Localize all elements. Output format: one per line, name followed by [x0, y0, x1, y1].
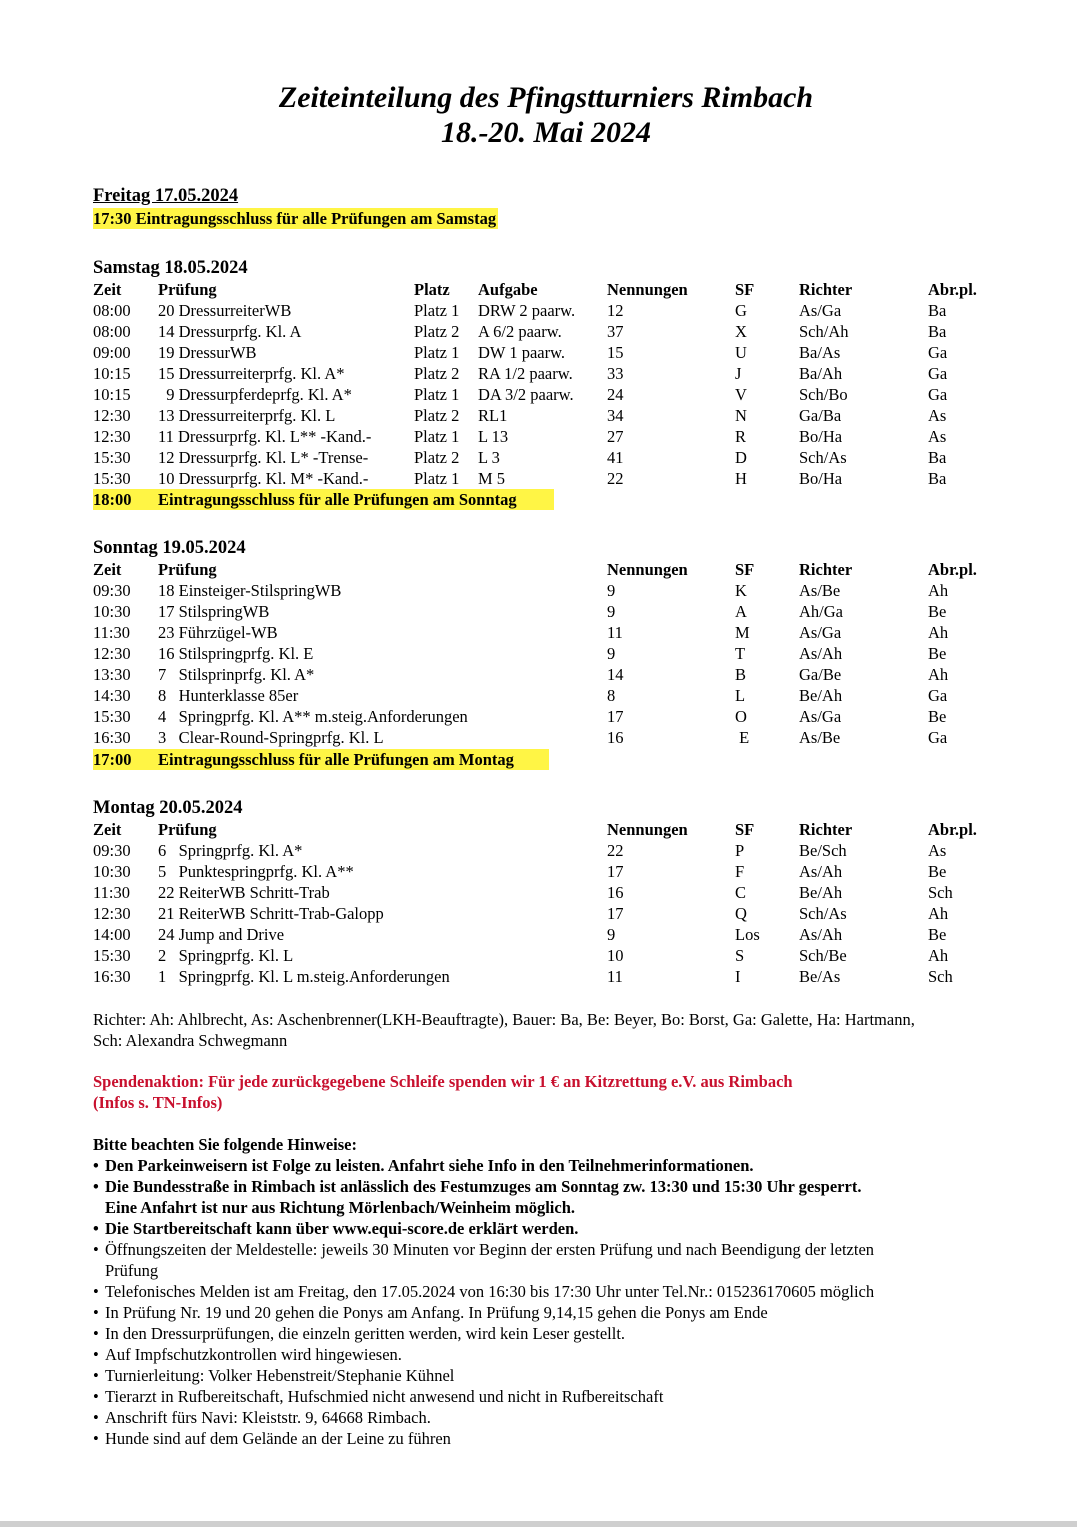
- cell-richter: Ba/As: [799, 343, 841, 362]
- cell-richter: Bo/Ha: [799, 469, 843, 488]
- table-row: [93, 426, 947, 447]
- cell-abrpl: Be: [928, 925, 947, 944]
- saturday-section: [93, 257, 977, 489]
- cell-richter: Sch/Bo: [799, 385, 848, 404]
- list-item: • Die Startbereitschaft kann über www.equi-score.de erklärt werden.: [93, 1218, 1023, 1239]
- cell-nennungen: 11: [607, 967, 623, 986]
- cell-nennungen: 27: [607, 427, 624, 446]
- cell-richter: Ga/Ba: [799, 406, 842, 425]
- cell-sf: V: [735, 385, 747, 404]
- cell-zeit: 12:30: [93, 644, 131, 663]
- table-row: [93, 727, 948, 748]
- table-row: [93, 384, 948, 405]
- cell-nennungen: 17: [607, 862, 624, 881]
- cell-abrpl: Be: [928, 707, 947, 726]
- cell-aufgabe: DRW 2 paarw.: [478, 301, 576, 320]
- cell-sf: P: [735, 841, 745, 860]
- cell-richter: As/Ah: [799, 644, 843, 663]
- cell-pruefung: 19 DressurWB: [158, 343, 257, 362]
- cell-abrpl: Ah: [928, 581, 949, 600]
- table-row: [93, 468, 947, 489]
- cell-zeit: 10:30: [93, 862, 131, 881]
- cell-abrpl: As: [928, 427, 947, 446]
- cell-abrpl: Ah: [928, 946, 949, 965]
- cell-richter: As/Be: [799, 581, 841, 600]
- cell-zeit: 14:30: [93, 686, 131, 705]
- cell-abrpl: Ba: [928, 301, 947, 320]
- document-title: [0, 80, 1077, 150]
- cell-zeit: 09:00: [93, 343, 131, 362]
- cell-richter: As/Ah: [799, 925, 843, 944]
- cell-pruefung: 10 Dressurprfg. Kl. M* -Kand.-: [158, 469, 369, 488]
- cell-abrpl: Sch: [928, 967, 953, 986]
- saturday-deadline-notice: [93, 489, 554, 510]
- cell-sf: S: [735, 946, 745, 965]
- cell-abrpl: Ba: [928, 469, 947, 488]
- notes-section: [93, 1134, 1023, 1449]
- cell-aufgabe: RL1: [478, 406, 508, 425]
- table-row: [93, 882, 953, 903]
- cell-abrpl: Ah: [928, 665, 949, 684]
- list-item: • Den Parkeinweisern ist Folge zu leisten. Anfahrt siehe Info in den Teilnehmerinformationen.: [93, 1155, 1023, 1176]
- cell-sf: U: [735, 343, 747, 362]
- cell-richter: As/Ah: [799, 862, 843, 881]
- cell-richter: Sch/Ah: [799, 322, 849, 341]
- cell-zeit: 10:15: [93, 364, 131, 383]
- cell-sf: I: [735, 967, 741, 986]
- table-row: [93, 903, 949, 924]
- cell-aufgabe: RA 1/2 paarw.: [478, 364, 573, 383]
- cell-sf: C: [735, 883, 747, 902]
- cell-aufgabe: DA 3/2 paarw.: [478, 385, 574, 404]
- cell-richter: As/Ga: [799, 301, 842, 320]
- cell-sf: Los: [735, 925, 760, 944]
- donation-line-2: (Infos s. TN-Infos): [93, 1093, 223, 1112]
- cell-richter: Sch/As: [799, 448, 847, 467]
- cell-zeit: 12:30: [93, 427, 131, 446]
- cell-zeit: 14:00: [93, 925, 131, 944]
- list-item: • In den Dressurprüfungen, die einzeln geritten werden, wird kein Leser gestellt.: [93, 1323, 1023, 1344]
- cell-pruefung: 2 Springprfg. Kl. L: [158, 946, 294, 965]
- cell-pruefung: 7 Stilsprinprfg. Kl. A*: [158, 665, 315, 684]
- table-row: [93, 580, 949, 601]
- cell-pruefung: 16 Stilspringprfg. Kl. E: [158, 644, 314, 663]
- monday-heading: Montag 20.05.2024: [93, 798, 243, 818]
- cell-sf: K: [735, 581, 747, 600]
- header-zeit: Zeit: [93, 280, 122, 299]
- cell-pruefung: 18 Einsteiger-StilspringWB: [158, 581, 342, 600]
- cell-zeit: 09:30: [93, 841, 131, 860]
- monday-section: [93, 797, 977, 987]
- saturday-table-header: [93, 279, 977, 300]
- header-abrpl: Abr.pl.: [928, 280, 977, 299]
- table-row: [93, 861, 947, 882]
- cell-platz: Platz 1: [414, 343, 460, 362]
- saturday-heading: Samstag 18.05.2024: [93, 258, 248, 278]
- cell-sf: J: [735, 364, 742, 383]
- cell-sf: X: [735, 322, 747, 341]
- cell-nennungen: 8: [607, 686, 616, 705]
- header-pruefung: Prüfung: [158, 560, 217, 579]
- cell-sf: D: [735, 448, 747, 467]
- cell-aufgabe: L 3: [478, 448, 500, 467]
- table-row: [93, 840, 947, 861]
- cell-nennungen: 17: [607, 904, 624, 923]
- donation-line-1: Spendenaktion: Für jede zurückgegebene Schleife spenden wir 1 € an Kitzrettung e.V. aus Rimbach: [93, 1072, 793, 1091]
- cell-abrpl: Be: [928, 644, 947, 663]
- friday-deadline-notice: 17:30 Eintragungsschluss für alle Prüfungen am Samstag: [93, 209, 497, 228]
- cell-pruefung: 3 Clear-Round-Springprfg. Kl. L: [158, 728, 384, 747]
- cell-sf: L: [735, 686, 746, 705]
- cell-pruefung: 5 Punktespringprfg. Kl. A**: [158, 862, 354, 881]
- header-richter: Richter: [799, 280, 853, 299]
- cell-richter: Be/Ah: [799, 686, 843, 705]
- cell-pruefung: 1 Springprfg. Kl. L m.steig.Anforderungen: [158, 967, 450, 986]
- cell-sf: G: [735, 301, 747, 320]
- sunday-table-header: [93, 559, 977, 580]
- cell-pruefung: 23 Führzügel-WB: [158, 623, 278, 642]
- cell-nennungen: 33: [607, 364, 624, 383]
- list-item: • In Prüfung Nr. 19 und 20 gehen die Ponys am Anfang. In Prüfung 9,14,15 gehen die Ponys am Ende: [93, 1302, 1023, 1323]
- table-row: [93, 924, 947, 945]
- table-row: [93, 622, 949, 643]
- cell-pruefung: 6 Springprfg. Kl. A*: [158, 841, 303, 860]
- cell-zeit: 15:30: [93, 448, 131, 467]
- monday-table-header: [93, 819, 977, 840]
- cell-nennungen: 16: [607, 883, 624, 902]
- cell-richter: Sch/Be: [799, 946, 847, 965]
- cell-abrpl: As: [928, 841, 947, 860]
- cell-abrpl: Ah: [928, 904, 949, 923]
- header-nennungen: Nennungen: [607, 280, 688, 299]
- cell-nennungen: 10: [607, 946, 624, 965]
- cell-abrpl: Be: [928, 862, 947, 881]
- header-nennungen: Nennungen: [607, 560, 688, 579]
- cell-pruefung: 8 Hunterklasse 85er: [158, 686, 299, 705]
- header-zeit: Zeit: [93, 820, 122, 839]
- cell-nennungen: 16: [607, 728, 624, 747]
- table-row: [93, 601, 947, 622]
- cell-abrpl: Ba: [928, 448, 947, 467]
- cell-nennungen: 14: [607, 665, 624, 684]
- cell-nennungen: 9: [607, 581, 616, 600]
- cell-zeit: 10:15: [93, 385, 131, 404]
- cell-abrpl: Ga: [928, 385, 948, 404]
- cell-platz: Platz 2: [414, 448, 460, 467]
- cell-zeit: 12:30: [93, 904, 131, 923]
- cell-platz: Platz 1: [414, 301, 460, 320]
- cell-nennungen: 9: [607, 925, 616, 944]
- cell-nennungen: 37: [607, 322, 624, 341]
- header-aufgabe: Aufgabe: [478, 280, 538, 299]
- cell-platz: Platz 2: [414, 364, 460, 383]
- friday-heading: Freitag 17.05.2024: [93, 186, 239, 206]
- sunday-deadline-notice: [93, 749, 549, 770]
- sunday-heading: Sonntag 19.05.2024: [93, 538, 246, 558]
- cell-richter: As/Ga: [799, 707, 842, 726]
- table-row: [93, 300, 947, 321]
- cell-nennungen: 17: [607, 707, 624, 726]
- cell-richter: As/Be: [799, 728, 841, 747]
- cell-zeit: 12:30: [93, 406, 131, 425]
- cell-nennungen: 22: [607, 469, 624, 488]
- cell-platz: Platz 2: [414, 322, 460, 341]
- cell-sf: R: [735, 427, 747, 446]
- cell-platz: Platz 2: [414, 406, 460, 425]
- cell-richter: Ga/Be: [799, 665, 842, 684]
- judges-line-2: Sch: Alexandra Schwegmann: [93, 1031, 288, 1050]
- cell-pruefung: 24 Jump and Drive: [158, 925, 285, 944]
- header-pruefung: Prüfung: [158, 280, 217, 299]
- table-row: [93, 685, 948, 706]
- list-item: • Turnierleitung: Volker Hebenstreit/Stephanie Kühnel: [93, 1365, 1023, 1386]
- deadline-text: Eintragungsschluss für alle Prüfungen am Montag: [158, 750, 514, 769]
- header-sf: SF: [735, 820, 755, 839]
- cell-nennungen: 9: [607, 644, 616, 663]
- deadline-time: 17:00: [93, 750, 132, 769]
- table-row: [93, 405, 947, 426]
- table-row: [93, 342, 948, 363]
- header-sf: SF: [735, 560, 755, 579]
- cell-zeit: 16:30: [93, 728, 131, 747]
- cell-platz: Platz 1: [414, 427, 460, 446]
- cell-abrpl: Ga: [928, 364, 948, 383]
- cell-zeit: 11:30: [93, 623, 130, 642]
- header-pruefung: Prüfung: [158, 820, 217, 839]
- page-bottom-edge: [0, 1521, 1077, 1527]
- cell-pruefung: 13 Dressurreiterprfg. Kl. L: [158, 406, 336, 425]
- cell-abrpl: Ah: [928, 623, 949, 642]
- cell-pruefung: 9 Dressurpferdeprfg. Kl. A*: [158, 385, 352, 404]
- cell-abrpl: Ga: [928, 343, 948, 362]
- header-richter: Richter: [799, 560, 853, 579]
- cell-richter: Ba/Ah: [799, 364, 843, 383]
- deadline-text: Eintragungsschluss für alle Prüfungen am Sonntag: [158, 490, 517, 509]
- cell-sf: F: [735, 862, 745, 881]
- table-row: [93, 664, 949, 685]
- cell-abrpl: Ga: [928, 728, 948, 747]
- cell-nennungen: 11: [607, 623, 623, 642]
- cell-nennungen: 15: [607, 343, 624, 362]
- cell-nennungen: 24: [607, 385, 624, 404]
- cell-nennungen: 12: [607, 301, 624, 320]
- header-zeit: Zeit: [93, 560, 122, 579]
- cell-nennungen: 34: [607, 406, 624, 425]
- cell-pruefung: 15 Dressurreiterprfg. Kl. A*: [158, 364, 345, 383]
- cell-sf: B: [735, 665, 747, 684]
- cell-sf: M: [735, 623, 750, 642]
- table-row: [93, 321, 947, 342]
- cell-zeit: 10:30: [93, 602, 131, 621]
- list-item: • Hunde sind auf dem Gelände an der Leine zu führen: [93, 1428, 1023, 1449]
- cell-abrpl: As: [928, 406, 947, 425]
- cell-pruefung: 14 Dressurprfg. Kl. A: [158, 322, 302, 341]
- cell-zeit: 15:30: [93, 946, 131, 965]
- notes-list: [93, 1155, 1023, 1449]
- cell-richter: Be/As: [799, 967, 841, 986]
- cell-platz: Platz 1: [414, 385, 460, 404]
- table-row: [93, 945, 949, 966]
- cell-sf: N: [735, 406, 747, 425]
- cell-nennungen: 22: [607, 841, 624, 860]
- judges-line-1: Richter: Ah: Ahlbrecht, As: Aschenbrenner(LKH-Beauftragte), Bauer: Ba, Be: Beyer, Bo: Borst, Ga: Galette, Ha: Hartmann,: [93, 1010, 915, 1029]
- cell-abrpl: Ba: [928, 322, 947, 341]
- cell-zeit: 08:00: [93, 322, 131, 341]
- table-row: [93, 643, 947, 664]
- list-item: • Die Bundesstraße in Rimbach ist anlässlich des Festumzuges am Sonntag zw. 13:30 und 15:30 Uhr gesperrt. Eine Anfahrt ist nur aus Richtung Mörlenbach/Weinheim möglich.: [93, 1176, 875, 1218]
- cell-aufgabe: M 5: [478, 469, 506, 488]
- cell-abrpl: Sch: [928, 883, 953, 902]
- cell-aufgabe: A 6/2 paarw.: [478, 322, 562, 341]
- header-sf: SF: [735, 280, 755, 299]
- cell-pruefung: 17 StilspringWB: [158, 602, 270, 621]
- list-item: • Auf Impfschutzkontrollen wird hingewiesen.: [93, 1344, 1023, 1365]
- title-line-1: Zeiteinteilung des Pfingstturniers Rimbach: [278, 81, 814, 114]
- sunday-section: [93, 537, 977, 748]
- cell-abrpl: Be: [928, 602, 947, 621]
- header-platz: Platz: [414, 280, 450, 299]
- cell-zeit: 13:30: [93, 665, 131, 684]
- header-abrpl: Abr.pl.: [928, 820, 977, 839]
- cell-aufgabe: DW 1 paarw.: [478, 343, 566, 362]
- cell-sf: T: [735, 644, 746, 663]
- list-item: • Öffnungszeiten der Meldestelle: jeweils 30 Minuten vor Beginn der ersten Prüfung und nach Beendigung der letzten Prüfung: [93, 1239, 915, 1281]
- cell-pruefung: 11 Dressurprfg. Kl. L** -Kand.-: [158, 427, 372, 446]
- cell-zeit: 15:30: [93, 707, 131, 726]
- deadline-time: 18:00: [93, 490, 132, 509]
- cell-sf: A: [735, 602, 747, 621]
- judges-legend: [93, 1009, 1023, 1051]
- cell-richter: Sch/As: [799, 904, 847, 923]
- cell-richter: Bo/Ha: [799, 427, 843, 446]
- cell-pruefung: 20 DressurreiterWB: [158, 301, 292, 320]
- header-abrpl: Abr.pl.: [928, 560, 977, 579]
- cell-richter: Be/Sch: [799, 841, 847, 860]
- cell-pruefung: 22 ReiterWB Schritt-Trab: [158, 883, 330, 902]
- cell-sf: E: [735, 728, 750, 747]
- notes-heading: Bitte beachten Sie folgende Hinweise:: [93, 1135, 357, 1154]
- cell-richter: Ah/Ga: [799, 602, 843, 621]
- cell-nennungen: 9: [607, 602, 616, 621]
- list-item: • Tierarzt in Rufbereitschaft, Hufschmied nicht anwesend und nicht in Rufbereitschaft: [93, 1386, 1023, 1407]
- cell-zeit: 11:30: [93, 883, 130, 902]
- cell-pruefung: 12 Dressurprfg. Kl. L* -Trense-: [158, 448, 369, 467]
- cell-sf: O: [735, 707, 747, 726]
- cell-nennungen: 41: [607, 448, 624, 467]
- header-nennungen: Nennungen: [607, 820, 688, 839]
- cell-aufgabe: L 13: [478, 427, 509, 446]
- friday-section: [93, 185, 238, 207]
- table-row: [93, 706, 947, 727]
- table-row: [93, 966, 953, 987]
- header-richter: Richter: [799, 820, 853, 839]
- cell-abrpl: Ga: [928, 686, 948, 705]
- list-item: • Telefonisches Melden ist am Freitag, den 17.05.2024 von 16:30 bis 17:30 Uhr unter Tel.Nr.: 015236170605 möglich: [93, 1281, 905, 1302]
- cell-richter: As/Ga: [799, 623, 842, 642]
- table-row: [93, 447, 947, 468]
- table-row: [93, 363, 948, 384]
- cell-sf: Q: [735, 904, 747, 923]
- cell-platz: Platz 1: [414, 469, 460, 488]
- cell-zeit: 09:30: [93, 581, 131, 600]
- list-item: • Anschrift fürs Navi: Kleiststr. 9, 64668 Rimbach.: [93, 1407, 1023, 1428]
- cell-zeit: 08:00: [93, 301, 131, 320]
- cell-pruefung: 4 Springprfg. Kl. A** m.steig.Anforderungen: [158, 707, 468, 726]
- cell-pruefung: 21 ReiterWB Schritt-Trab-Galopp: [158, 904, 384, 923]
- donation-notice: [93, 1071, 1023, 1113]
- cell-sf: H: [735, 469, 747, 488]
- title-line-2: 18.-20. Mai 2024: [441, 116, 651, 149]
- cell-zeit: 16:30: [93, 967, 131, 986]
- cell-richter: Be/Ah: [799, 883, 843, 902]
- cell-zeit: 15:30: [93, 469, 131, 488]
